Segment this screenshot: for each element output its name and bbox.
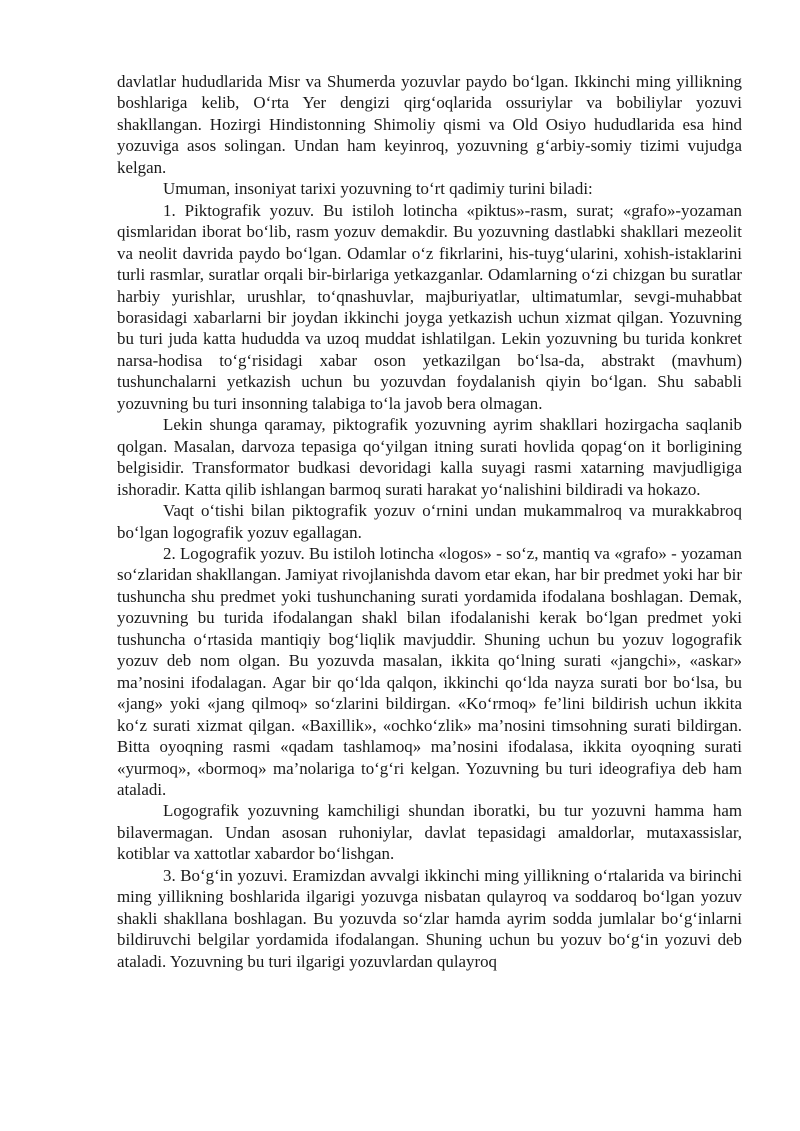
document-page bbox=[117, 71, 742, 972]
paragraph: 3. Bo‘g‘in yozuvi. Eramizdan avvalgi ikkinchi ming yillikning o‘rtalarida va birinchi ming yillikning boshlarida ilgarigi yozuvga nisbatan qulayroq va soddaroq bo‘lgan yozuv shakli shakllana boshlagan. Bu yozuvda so‘zlar hamda ayrim sodda jumlalar bo‘g‘inlarni bildiruvchi belgilar yordamida ifodalangan. Shuning uchun bu yozuv bo‘g‘in yozuvi deb ataladi. Yozuvning bu turi ilgarigi yozuvlardan qulayroq bbox=[117, 865, 742, 971]
paragraph: Vaqt o‘tishi bilan piktografik yozuv o‘rnini undan mukammalroq va murakkabroq bo‘lgan logografik yozuv egallagan. bbox=[117, 501, 742, 542]
paragraph: 2. Logografik yozuv. Bu istiloh lotincha «logos» - so‘z, mantiq va «grafo» - yozaman so‘zlaridan shakllangan. Jamiyat rivojlanishda davom etar ekan, har bir predmet yoki har bir tushuncha shu predmet yoki tushunchaning surati yordamida ifodalana boshlagan. Demak, yozuvning bu turida ifodalangan shakl bilan ifodalanishi kerak bo‘lgan predmet yoki tushuncha o‘rtasida mantiqiy bog‘liqlik mavjuddir. Shuning uchun bu yozuv logografik yozuv deb nom olgan. Bu yozuvda masalan, ikkita qo‘lning surati «jangchi», «askar» ma’nosini ifodalagan. Agar bir qo‘lda qalqon, ikkinchi qo‘lda nayza surati bor bo‘lsa, bu «jang» yoki «jang qilmoq» so‘zlarini bildirgan. «Ko‘rmoq» fe’lini bildirish uchun ikkita ko‘z surati xizmat qilgan. «Baxillik», «ochko‘zlik» ma’nosini timsohning surati bildirgan. Bitta oyoqning rasmi «qadam tashlamoq» ma’nosini ifodalasa, ikkita oyoqning surati «yurmoq», «bormoq» ma’nolariga to‘g‘ri kelgan. Yozuvning bu turi ideografiya deb ham ataladi. bbox=[117, 543, 742, 799]
paragraph: davlatlar hududlarida Misr va Shumerda yozuvlar paydo bo‘lgan. Ikkinchi ming yillikning boshlariga kelib, O‘rta Yer dengizi qirg‘oqlarida ossuriylar va bobiliylar yozuvi shakllangan. Hozirgi Hindistonning Shimoliy qismi va Old Osiyo hududlarida esa hind yozuviga asos solingan. Undan ham keyinroq, yozuvning g‘arbiy-somiy tizimi vujudga kelgan. bbox=[117, 72, 742, 177]
paragraph: 1. Piktografik yozuv. Bu istiloh lotincha «piktus»-rasm, surat; «grafo»-yozaman qismlaridan iborat bo‘lib, rasm yozuv demakdir. Bu yozuvning dastlabki shakllari mezeolit va neolit davrida paydo bo‘lgan. Odamlar o‘z fikrlarini, his-tuyg‘ularini, xohish-istaklarini turli rasmlar, suratlar orqali bir-birlariga yetkazganlar. Odamlarning o‘zi chizgan bu suratlar harbiy yurishlar, urushlar, to‘qnashuvlar, majburiyatlar, ultimatumlar, sevgi-muhabbat borasidagi xabarlarni bir joydan ikkinchi joyga yetkazish uchun xizmat qilgan. Yozuvning bu turi juda katta hududda va uzoq muddat ishlatilgan. Lekin yozuvning bu turida konkret narsa-hodisa to‘g‘risidagi xabar oson yetkazilgan bo‘lsa-da, abstrakt (mavhum) tushunchalarni yetkazish uchun bu yozuvdan foydalanish qiyin bo‘lgan. Shu sababli yozuvning bu turi insonning talabiga to‘la javob bera olmagan. bbox=[117, 200, 742, 413]
paragraph: Logografik yozuvning kamchiligi shundan iboratki, bu tur yozuvni hamma ham bilavermagan. Undan asosan ruhoniylar, davlat tepasidagi amaldorlar, mutaxassislar, kotiblar va xattotlar xabardor bo‘lishgan. bbox=[117, 801, 742, 864]
paragraph: Umuman, insoniyat tarixi yozuvning to‘rt qadimiy turini biladi: bbox=[163, 179, 593, 199]
paragraph: Lekin shunga qaramay, piktografik yozuvning ayrim shakllari hozirgacha saqlanib qolgan. Masalan, darvoza tepasiga qo‘yilgan itning surati hovlida qopag‘on it borligining belgisidir. Transformator budkasi devoridagi kalla suyagi rasmi xatarning mavjudligiga ishoradir. Katta qilib ishlangan barmoq surati harakat yo‘nalishini bildiradi va hokazo. bbox=[117, 415, 742, 499]
